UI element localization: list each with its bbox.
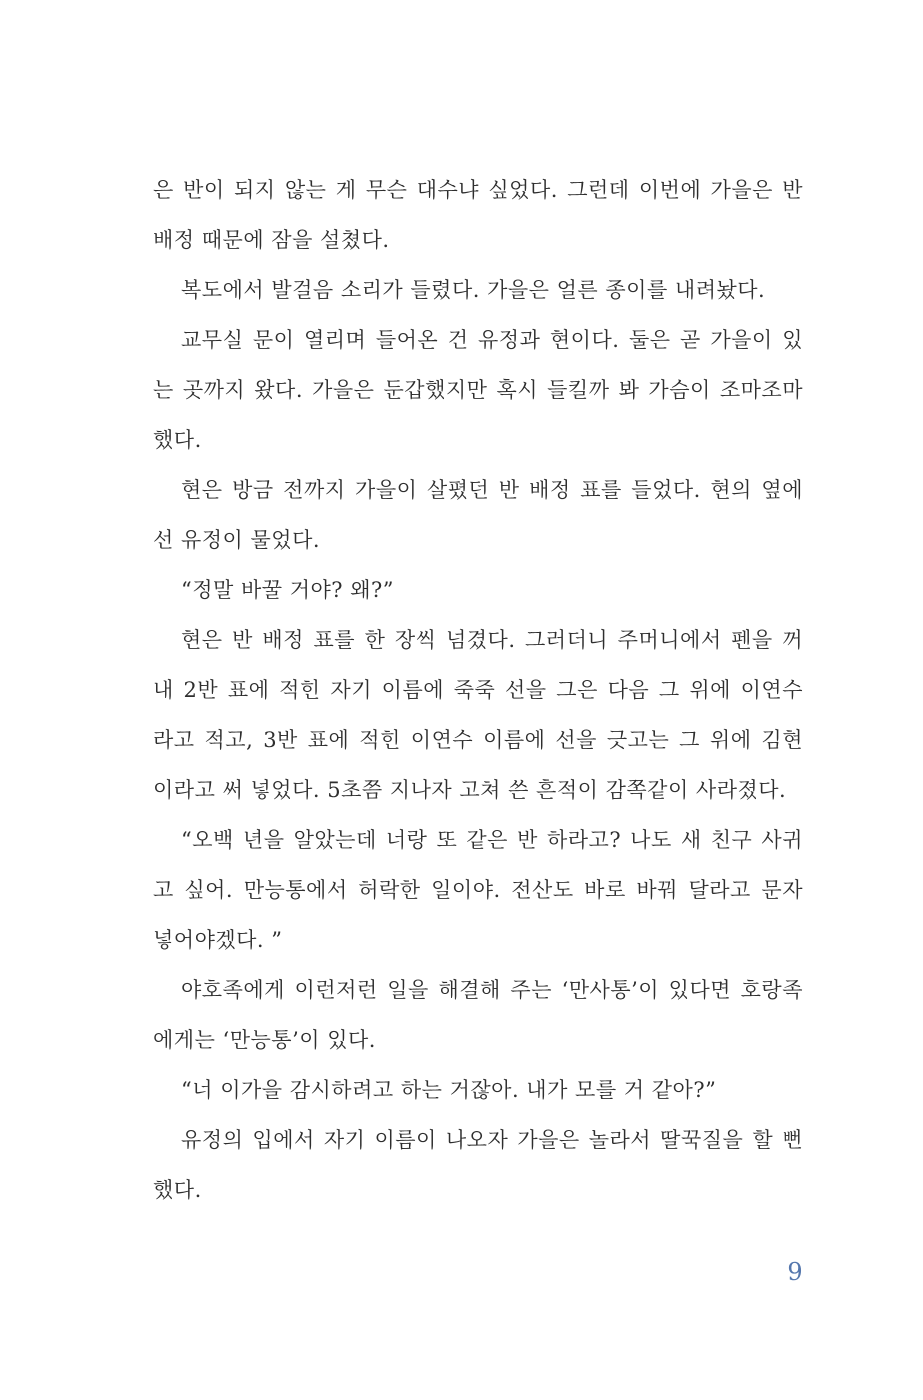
page-number: 9 [787,1258,803,1286]
text-line: 내 2반 표에 적힌 자기 이름에 죽죽 선을 그은 다음 그 위에 이연수 [153,678,803,702]
page-text [153,165,803,1215]
text-line: 이라고 써 넣었다. 5초쯤 지나자 고쳐 쓴 흔적이 감쪽같이 사라졌다. [153,778,787,802]
text-line: 현은 방금 전까지 가을이 살폈던 반 배정 표를 들었다. 현의 옆에 [181,478,803,502]
text-line: “너 이가을 감시하려고 하는 거잖아. 내가 모를 거 같아?” [181,1078,717,1102]
text-line: “정말 바꿀 거야? 왜?” [181,578,395,602]
text-line: 했다. [153,1178,202,1202]
text-line: 복도에서 발걸음 소리가 들렸다. 가을은 얼른 종이를 내려놨다. [181,278,766,302]
text-line: 라고 적고, 3반 표에 적힌 이연수 이름에 선을 긋고는 그 위에 김현 [153,728,803,752]
text-line: 는 곳까지 왔다. 가을은 둔갑했지만 혹시 들킬까 봐 가슴이 조마조마 [153,378,803,402]
text-line: 유정의 입에서 자기 이름이 나오자 가을은 놀라서 딸꾹질을 할 뻔 [181,1128,803,1152]
text-line: 에게는 ‘만능통’이 있다. [153,1028,376,1052]
text-line: 현은 반 배정 표를 한 장씩 넘겼다. 그러더니 주머니에서 펜을 꺼 [181,628,803,652]
text-line: “오백 년을 알았는데 너랑 또 같은 반 하라고? 나도 새 친구 사귀 [181,828,803,852]
text-line: 야호족에게 이런저런 일을 해결해 주는 ‘만사통’이 있다면 호랑족 [181,978,803,1002]
text-line: 은 반이 되지 않는 게 무슨 대수냐 싶었다. 그런데 이번에 가을은 반 [153,178,803,202]
text-line: 넣어야겠다. ” [153,928,283,952]
text-line: 배정 때문에 잠을 설쳤다. [153,228,390,252]
text-line: 고 싶어. 만능통에서 허락한 일이야. 전산도 바로 바꿔 달라고 문자 [153,878,803,902]
text-line: 선 유정이 물었다. [153,528,321,552]
text-line: 했다. [153,428,202,452]
text-line: 교무실 문이 열리며 들어온 건 유정과 현이다. 둘은 곧 가을이 있 [181,328,803,352]
